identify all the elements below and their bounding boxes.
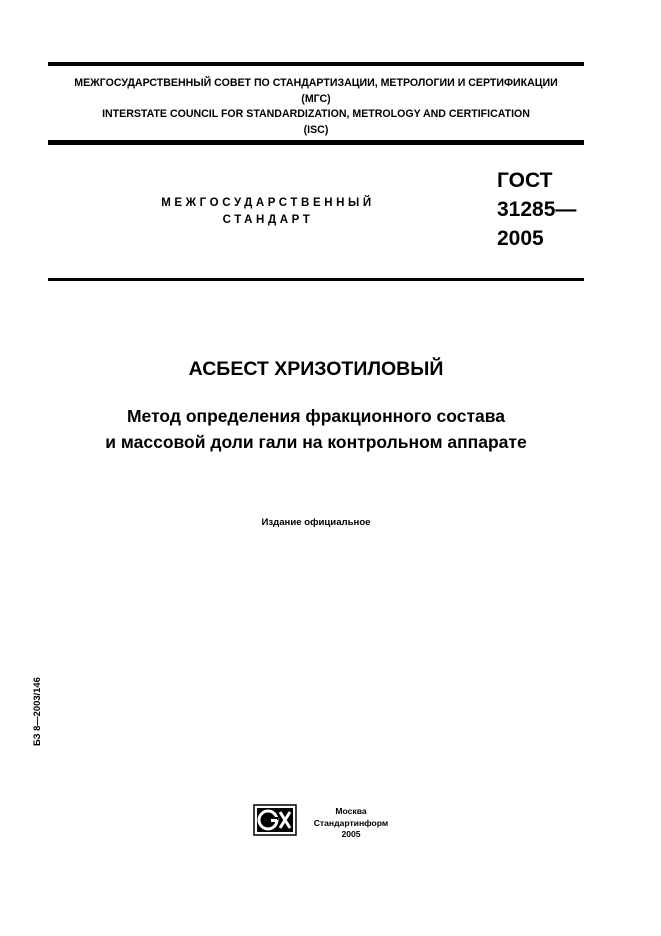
side-catalog-code: БЗ 8—2003/146	[31, 677, 42, 746]
publisher-city: Москва	[335, 806, 367, 816]
standard-code	[497, 166, 576, 253]
council-header	[48, 76, 584, 138]
standard-code-line1: ГОСТ	[497, 169, 553, 192]
standard-code-line3: 2005	[497, 227, 544, 250]
council-en-abbr: (ISC)	[303, 123, 329, 136]
document-subtitle-line2: и массовой доли гали на контрольном аппарате	[105, 432, 527, 452]
council-ru: МЕЖГОСУДАРСТВЕННЫЙ СОВЕТ ПО СТАНДАРТИЗАЦИИ, МЕТРОЛОГИИ И СЕРТИФИКАЦИИ	[74, 77, 558, 89]
top-rule	[48, 62, 584, 66]
publisher-year: 2005	[341, 829, 361, 839]
document-title: АСБЕСТ ХРИЗОТИЛОВЫЙ	[188, 358, 444, 380]
standard-kind	[120, 195, 416, 229]
edition-label: Издание официальное	[261, 517, 371, 528]
document-subtitle-line1: Метод определения фракционного состава	[126, 406, 506, 426]
council-ru-abbr: (МГС)	[301, 92, 331, 105]
publisher-name: Стандартинформ	[313, 817, 389, 828]
standard-kind-line1: МЕЖГОСУДАРСТВЕННЫЙ	[161, 197, 375, 209]
lower-rule	[48, 278, 584, 281]
publisher-logo-icon	[253, 804, 297, 836]
publisher-block	[306, 806, 396, 841]
document-subtitle	[48, 403, 584, 455]
standard-code-line2: 31285—	[497, 198, 577, 221]
council-en: INTERSTATE COUNCIL FOR STANDARDIZATION, METROLOGY AND CERTIFICATION	[102, 108, 530, 120]
middle-rule	[48, 140, 584, 145]
standard-kind-line2: СТАНДАРТ	[222, 214, 314, 226]
